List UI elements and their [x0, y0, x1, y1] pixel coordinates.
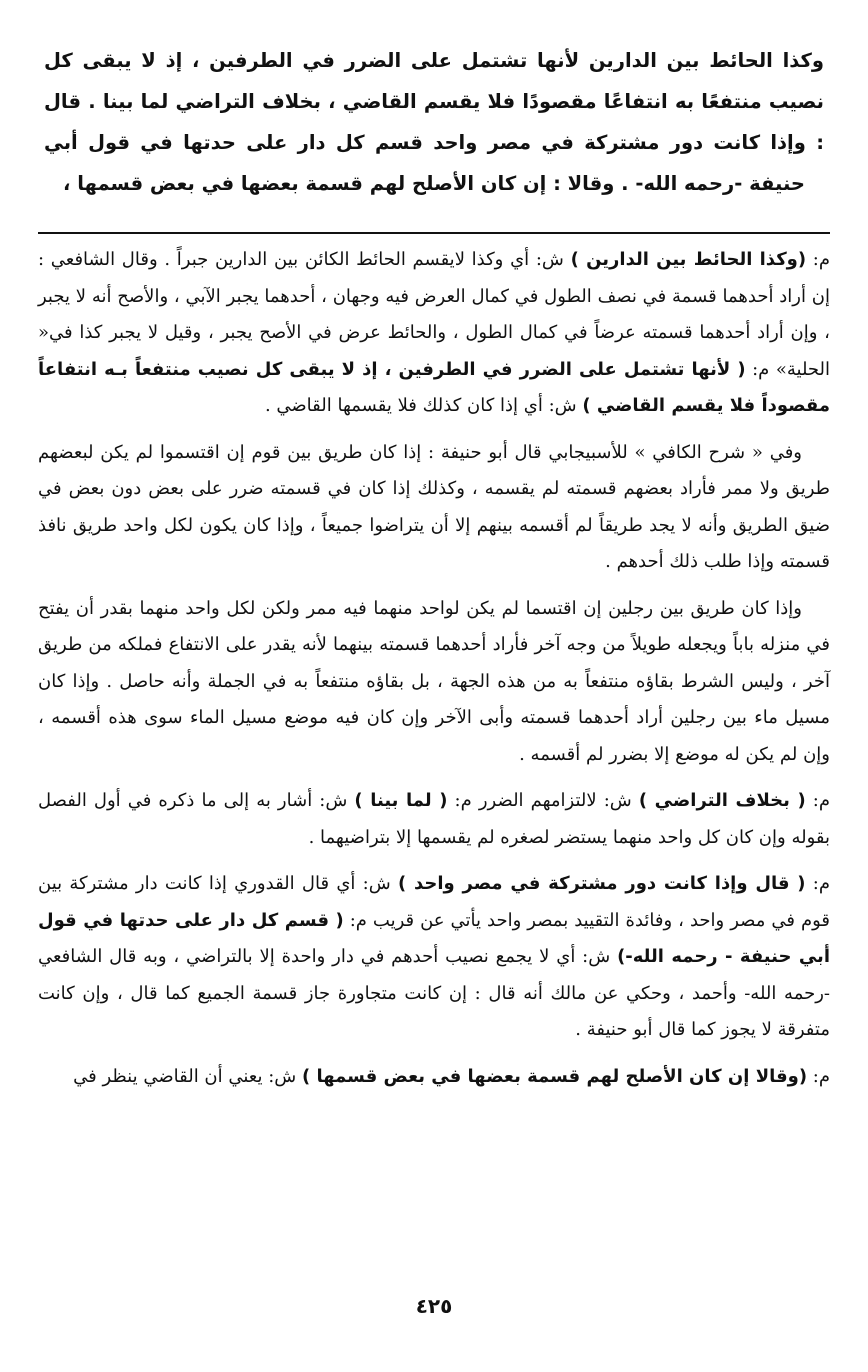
sharh-marker: م:: [805, 790, 830, 811]
sharh-quote: ( قسم كل دار على حدتها في قول أبي حنيفة - رحمه الله-): [38, 909, 830, 967]
sharh-paragraph-4: [38, 783, 830, 856]
sharh-commentary: ش: أي قال القدوري إذا كانت دار مشتركة بين قوم في مصر واحد ، وفائدة التقييد بمصر واحد يأتي عن قريب م:: [38, 873, 830, 931]
sharh-quote: (وقالا إن كان الأصلح لهم قسمة بعضها في بعض قسمها ): [301, 1065, 808, 1087]
sharh-commentary: ش: يعني أن القاضي ينظر في: [73, 1065, 302, 1087]
sharh-marker: م:: [806, 249, 831, 270]
sharh-paragraph-1: [38, 242, 830, 425]
sharh-quote: ( بخلاف التراضي ): [638, 790, 806, 811]
sharh-marker: م:: [807, 1065, 830, 1087]
sharh-marker: م:: [805, 873, 830, 894]
sharh-commentary: ش: أشار به إلى ما ذكره في أول الفصل بقوله وإن كان كل واحد منهما يستضر لصغره لم يقسمها إلا بتراضيهما .: [38, 790, 830, 848]
sharh-quote: ( لما بينا ): [354, 790, 448, 811]
sharh-quote: ( قال وإذا كانت دور مشتركة في مصر واحد ): [397, 873, 806, 894]
sharh-paragraph-6: [38, 1059, 830, 1096]
sharh-quote: ( لأنها تشتمل على الضرر في الطرفين ، إذ لا يبقى كل نصيب منتفعاً بـه انتفاعاً مقصوداً فلا يقسم القاضي ): [38, 358, 830, 416]
book-page: [38, 40, 830, 1340]
sharh-commentary: ش: لالتزامهم الضرر م:: [447, 790, 639, 811]
separator-rule: [38, 232, 830, 234]
sharh-paragraph-5: [38, 866, 830, 1049]
sharh-commentary: ش: أي وكذا لايقسم الحائط الكائن بين الدارين جبراً . وقال الشافعي : إن أراد أحدهما قسمة في نصف الطول في كمال العرض فيه وجهان ، أحدهما يجبر الآبي ، والأصح أنه لا يجبر ، وإن أراد أحدهما قسمته عرضاً في كمال الطول ، والحائط عرض في الأصح يجبر ، وقيل لا يجبر كذا في« الحلية» م:: [38, 249, 831, 380]
sharh-commentary: ش: أي لا يجمع نصيب أحدهم في دار واحدة إلا بالتراضي ، وبه قال الشافعي -رحمه الله- وأحمد ، وحكي عن مالك أنه قال : إن كانت متجاورة جاز قسمة الجميع كما قال ، وإن كانت متفرقة لا يجوز كما قال أبو حنيفة .: [38, 946, 830, 1040]
sharh-quote: (وكذا الحائط بين الدارين ): [570, 249, 807, 270]
sharh-paragraph-3: وإذا كان طريق بين رجلين إن اقتسما لم يكن لواحد منهما فيه ممر ولكن لكل واحد منهما بقدر أن يفتح في منزله باباً ويجعله طويلاً من وجه آخر فأراد أحدهما قسمته بينهما لأنه يقدر على الانتفاع فملكه من طريق آخر ، وليس الشرط بقاؤه منتفعاً به من هذه الجهة ، بل بقاؤه منتفعاً به في الجملة وأنه حاصل . وإذا كان مسيل ماء بين رجلين أراد أحدهما قسمته وأبى الآخر وإن كان فيه موضع مسيل الماء سوى هذه أقسمه ، وإن لم يكن له موضع إلا بضرر لم أقسمه .: [38, 597, 830, 765]
sharh-paragraph-2: وفي « شرح الكافي » للأسبيجابي قال أبو حنيفة : إذا كان طريق بين قوم إن اقتسموا لم يكن لبعضهم طريق ولا ممر فأراد بعضهم قسمته لم يقسمه ، وكذلك إذا كان في قسمته ضرر على بعض دون بعض في ضيق الطريق وأنه لا يجد طريقاً لم أقسمه بينهم إلا أن يتراضوا جميعاً ، وإذا كان يكون لكل واحد طريق نافذ قسمته وإذا طلب ذلك أحدهم .: [38, 441, 830, 572]
matn-text: وكذا الحائط بين الدارين لأنها تشتمل على الضرر في الطرفين ، إذ لا يبقى كل نصيب منتفعًا به انتفاعًا مقصودًا فلا يقسم القاضي ، بخلاف التراضي لما بينا . قال : وإذا كانت دور مشتركة في مصر واحد قسم كل دار على حدتها في قول أبي حنيفة -رحمه الله- . وقالا : إن كان الأصلح لهم قسمة بعضها في بعض قسمها ،: [44, 49, 824, 195]
page-number: ٤٢٥: [415, 1294, 453, 1318]
sharh-commentary: ش: أي إذا كان كذلك فلا يقسمها القاضي .: [264, 395, 583, 416]
